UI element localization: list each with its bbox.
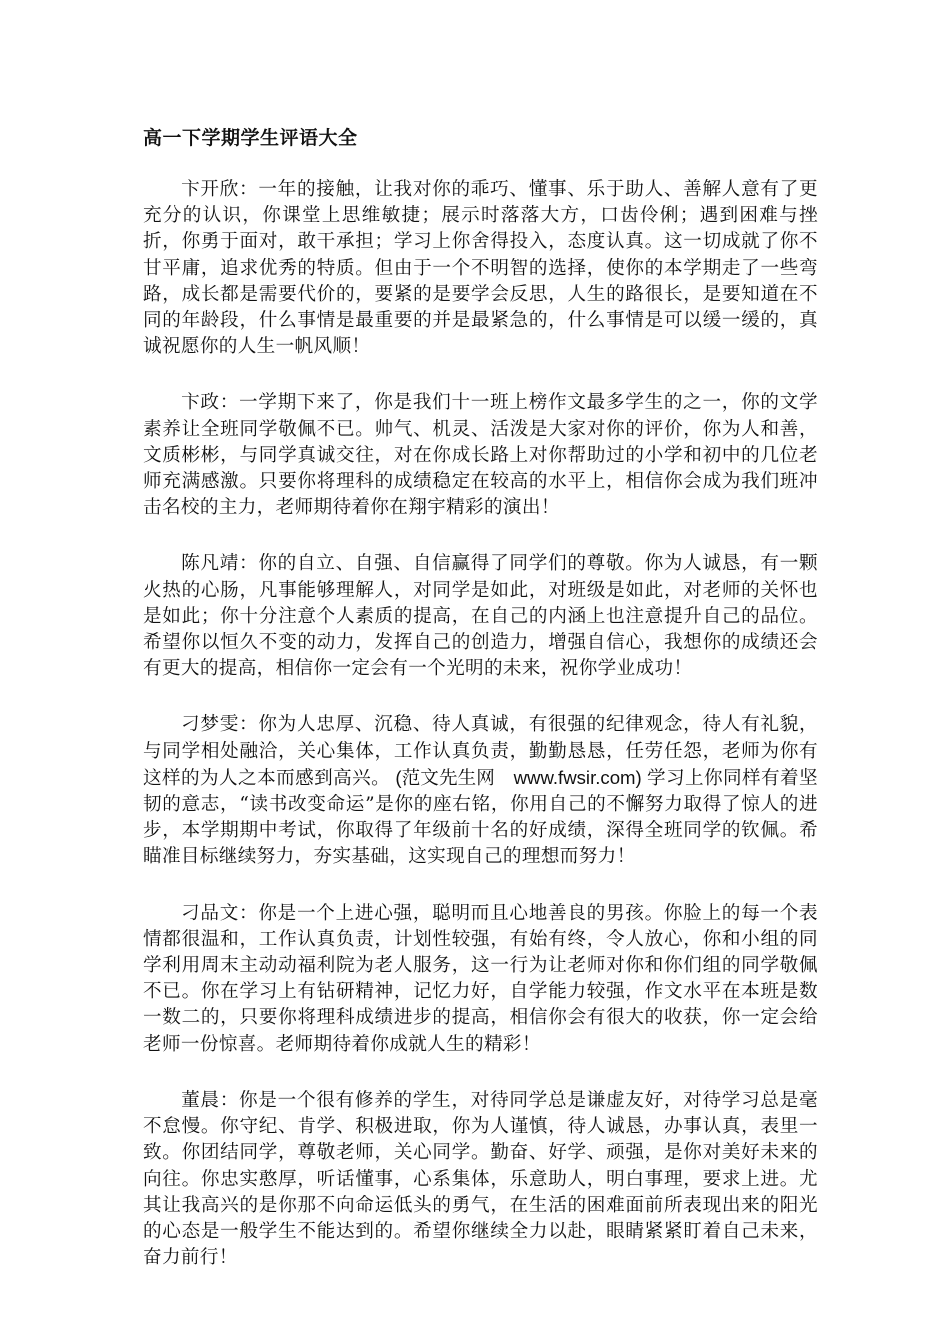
document-page (143, 123, 818, 1301)
document-title: 高一下学期学生评语大全 (143, 127, 358, 149)
comment-paragraph-2: 卞政：一学期下来了，你是我们十一班上榜作文最多学生的之一，你的文学素养让全班同学敬佩不已。帅气、机灵、活泼是大家对你的评价，你为人和善，文质彬彬，与同学真诚交往，对在你成长路上对你帮助过的小学和初中的几位老师充满感激。只要你将理科的成绩稳定在较高的水平上，相信你会成为我们班冲击名校的主力，老师期待着你在翔宇精彩的演出！ (143, 392, 818, 519)
comment-paragraph-4-text-before: 刁梦雯：你为人忠厚、沉稳、待人真诚，有很强的纪律观念，待人有礼貌，与同学相处融洽，关心集体，工作认真负责，勤勤恳恳，任劳任怨，老师为你有这样的为人之本而感到高兴。 (143, 714, 818, 789)
comment-paragraph-5: 刁品文：你是一个上进心强，聪明而且心地善良的男孩。你脸上的每一个表情都很温和，工作认真负责，计划性较强，有始有终，令人放心，你和小组的同学利用周末主动动福利院为老人服务，这一行为让老师对你和你们组的同学敬佩不已。你在学习上有钻研精神，记忆力好，自学能力较强，作文水平在本班是数一数二的，只要你将理科成绩进步的提高，相信你会有很大的收获，你一定会给老师一份惊喜。老师期待着你成就人生的精彩！ (143, 902, 818, 1055)
comment-paragraph-4 (143, 712, 818, 870)
comment-paragraph-6: 董晨：你是一个很有修养的学生，对待同学总是谦虚友好，对待学习总是毫不怠慢。你守纪、肯学、积极进取，你为人谨慎，待人诚恳，办事认真，表里一致。你团结同学，尊敬老师，关心同学。勤奋、好学、顽强，是你对美好未来的向往。你忠实憨厚，听话懂事，心系集体，乐意助人，明白事理，要求上进。尤其让我高兴的是你那不向命运低头的勇气，在生活的困难面前所表现出来的阳光的心态是一般学生不能达到的。希望你继续全力以赴，眼睛紧紧盯着自己未来，奋力前行！ (143, 1089, 818, 1269)
comment-paragraph-1: 卞开欣：一年的接触，让我对你的乖巧、懂事、乐于助人、善解人意有了更充分的认识，你课堂上思维敏捷；展示时落落大方，口齿伶俐；遇到困难与挫折，你勇于面对，敢干承担；学习上你舍得投入，态度认真。这一切成就了你不甘平庸，追求优秀的特质。但由于一个不明智的选择，使你的本学期走了一些弯路，成长都是需要代价的，要紧的是要学会反思，人生的路很长，是要知道在不同的年龄段，什么事情是最重要的并是最紧急的，什么事情是可以缓一缓的，真诚祝愿你的人生一帆风顺！ (143, 179, 818, 358)
comment-paragraph-4-text-after: 学习上你同样有着坚韧的意志，“读书改变命运”是你的座右铭，你用自己的不懈努力取得了惊人的进步，本学期期中考试，你取得了年级前十名的好成绩，深得全班同学的钦佩。希瞄准目标继续努力，夯实基础，这实现自己的理想而努力！ (143, 767, 818, 868)
comment-paragraph-3: 陈凡靖：你的自立、自强、自信赢得了同学们的尊敬。你为人诚恳，有一颗火热的心肠，凡事能够理解人，对同学是如此，对班级是如此，对老师的关怀也是如此；你十分注意个人素质的提高，在自己的内涵上也注意提升自己的品位。希望你以恒久不变的动力，发挥自己的创造力，增强自信心，我想你的成绩还会有更大的提高，相信你一定会有一个光明的未来，祝你学业成功！ (143, 553, 818, 680)
source-note: (范文先生网 www.fwsir.com) (390, 766, 647, 788)
